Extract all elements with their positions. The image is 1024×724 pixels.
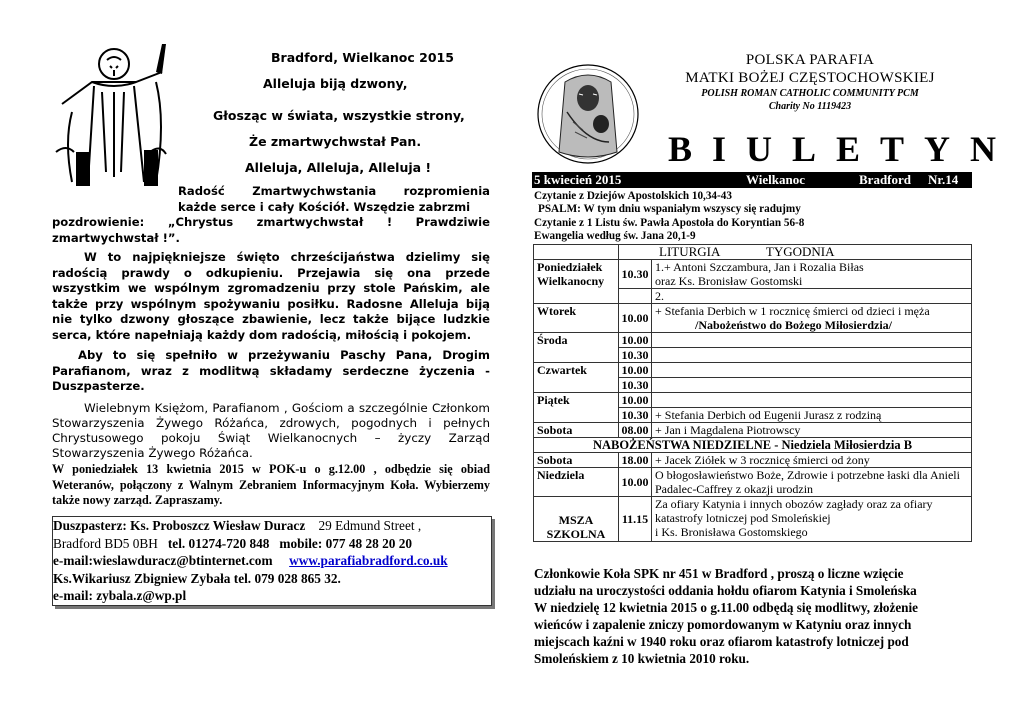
mass-time: 18.00	[619, 453, 652, 468]
mass-intention: + Jacek Ziółek w 3 rocznicę śmierci od żony	[652, 453, 972, 468]
mass-intention: 2.	[652, 289, 972, 304]
poem-line: Że zmartwychwstał Pan.	[249, 134, 422, 149]
day-thursday: Czwartek	[534, 363, 619, 393]
contact-box	[52, 516, 492, 606]
mass-intention: + Stefania Derbich od Eugenii Jurasz z rodziną	[652, 408, 972, 423]
katyn-notice-line: udziału na uroczystości oddania hołdu ofiarom Katynia i Smoleńska	[534, 583, 917, 598]
day-saturday-vigil: Sobota	[534, 453, 619, 468]
easter-paragraph-1a: Radość Zmartwychwstania rozpromienia	[178, 184, 490, 198]
mass-intention: O błogosławieństwo Boże, Zdrowie i potrzebne łaski dla Anieli Padalec-Caffrey z okazji urodzin	[652, 468, 972, 497]
mass-intention	[652, 304, 972, 333]
reading-gospel: Ewangelia według św. Jana 20,1-9	[534, 230, 696, 242]
mass-intention	[652, 497, 972, 542]
mobile-number: mobile: 077 48 28 20 20	[279, 535, 413, 551]
mass-time: 10.00	[619, 468, 652, 497]
table-row	[534, 438, 972, 453]
table-row	[534, 245, 972, 260]
mass-intention: + Jan i Magdalena Piotrowscy	[652, 423, 972, 438]
mass-intention	[652, 260, 972, 289]
black-madonna-icon	[535, 62, 641, 166]
issue-info-bar	[532, 172, 972, 188]
day-friday: Piątek	[534, 393, 619, 423]
day-tuesday: Wtorek	[534, 304, 619, 333]
veterans-lunch-notice: W poniedziałek 13 kwietnia 2015 w POK-u o g.12.00 , odbędzie się obiad Weteranów, połączony z Walnym Zebraniem Informacyjnym Koła. Wybierzemy także nowy zarząd. Zapraszamy.	[52, 462, 490, 507]
day-saturday: Sobota	[534, 423, 619, 438]
mass-time: 10.00	[619, 363, 652, 378]
parish-name-line-2: MATKI BOŻEJ CZĘSTOCHOWSKIEJ	[685, 70, 935, 86]
reading-second: Czytanie z 1 Listu św. Pawła Apostoła do Koryntian 56-8	[534, 217, 805, 229]
day-monday: Poniedziałek Wielkanocny	[534, 260, 619, 304]
mass-time: 10.30	[619, 260, 652, 289]
easter-paragraph-1b: każde serce i cały Kościół. Wszędzie zabrzmi	[178, 200, 471, 214]
table-row	[534, 393, 972, 408]
katyn-notice-line: miejscach kaźni w 1940 roku oraz ofiarom katastrofy lotniczej pod	[534, 634, 909, 649]
city-address: Bradford BD5 0BH	[53, 535, 158, 551]
mass-time: 11.15	[619, 497, 652, 542]
poem-line: Alleluja, Alleluja, Alleluja !	[245, 160, 432, 175]
table-row	[534, 497, 972, 542]
table-row	[534, 423, 972, 438]
poem-line: Alleluja biją dzwony,	[263, 76, 408, 91]
day-wednesday: Środa	[534, 333, 619, 363]
mass-time: 10.00	[619, 393, 652, 408]
issue-date: 5 kwiecień 2015	[534, 172, 622, 187]
table-row	[534, 260, 972, 289]
bulletin-title: BIULETYN	[668, 129, 1017, 169]
table-row	[534, 333, 972, 348]
vicar-email[interactable]: e-mail: zybala.z@wp.pl	[53, 588, 187, 603]
school-mass-label: MSZA SZKOLNA	[534, 497, 619, 542]
table-row	[534, 453, 972, 468]
risen-christ-illustration	[52, 42, 170, 190]
intention-line: oraz Ks. Bronisław Gostomski	[655, 274, 803, 288]
vicar-line: Ks.Wikariusz Zbigniew Zybała tel. 079 028 865 32.	[53, 570, 341, 586]
issue-place: Bradford	[859, 172, 911, 187]
website-link[interactable]: www.parafiabradford.co.uk	[289, 553, 448, 568]
issue-feast: Wielkanoc	[746, 172, 805, 187]
table-row	[534, 304, 972, 333]
rosary-wishes-paragraph: Wielebnym Księżom, Parafianom , Gościom a szczególnie Członkom Stowarzyszenia Żywego Różańca, zdrowych, pogodnych i pełnych Chrystusowego pokoju Świąt Wielkanocnych – życzy Zarząd Stowarzyszenia Żywego Różańca.	[52, 401, 490, 460]
contact-line-3	[53, 552, 491, 570]
parish-name-line-1: POLSKA PARAFIA	[745, 52, 875, 68]
easter-wishes-paragraph: Aby to się spełniło w przeżywaniu Paschy Pana, Drogim Parafianom, wraz z modlitwą składamy serdeczne życzenia - Duszpasterze.	[52, 348, 490, 393]
charity-number: Charity No 1119423	[768, 101, 852, 112]
table-row	[534, 363, 972, 378]
mass-time: 10.30	[619, 348, 652, 363]
intention-line: 1.+ Antoni Szczambura, Jan i Rozalia Biłas	[655, 260, 864, 274]
katyn-notice-line: wieńców i zapalenie zniczy pomordowanym w Katyniu oraz innych	[534, 617, 912, 632]
mass-time: 10.30	[619, 378, 652, 393]
mass-time: 10.00	[619, 304, 652, 333]
email-address[interactable]: e-mail:wieslawduracz@btinternet.com	[53, 553, 273, 568]
reading-first: Czytanie z Dziejów Apostolskich 10,34-43	[534, 190, 732, 202]
mass-time: 10.00	[619, 333, 652, 348]
poem-date-line: Bradford, Wielkanoc 2015	[271, 50, 454, 65]
intention-line: i Ks. Bronisława Gostomskiego	[655, 525, 808, 539]
liturgy-header-2: TYGODNIA	[765, 244, 835, 259]
easter-paragraph-2: W to najpiękniejsze święto chrześcijaństwa dzielimy się radością prawdy o odkupieniu. Przejawia się ona przede wszystkim we wspólnym zgromadzeniu przy stole Pańskim, ale także przy wspólnym spożywaniu posiłku. Radosne Alleluja biją nie tylko dzwony głoszące zbawienie, lecz także bijące ludzkie serca, które napełniają każdy dom radością, miłością i pokojem.	[52, 250, 490, 342]
street-address: 29 Edmund Street ,	[318, 518, 422, 533]
liturgy-header	[619, 245, 972, 260]
intention-line: Za ofiary Katynia i innych obozów zagłady oraz za ofiary katastrofy lotniczej pod Smoleńskiej	[655, 497, 933, 525]
poem-line: Głosząc w świata, wszystkie strony,	[213, 108, 465, 123]
katyn-notice-line: Członkowie Koła SPK nr 451 w Bradford , proszą o liczne wzięcie	[534, 566, 904, 581]
mass-time: 08.00	[619, 423, 652, 438]
contact-line-2	[53, 535, 491, 553]
table-row	[534, 468, 972, 497]
liturgy-header-1: LITURGIA	[659, 244, 721, 259]
parish-english-name: POLISH ROMAN CATHOLIC COMMUNITY PCM	[701, 88, 919, 99]
day-sunday: Niedziela	[534, 468, 619, 497]
sunday-services-header: NABOŻEŃSTWA NIEDZIELNE - Niedziela Miłosierdzia B	[534, 438, 972, 453]
phone-number: tel. 01274-720 848	[167, 535, 270, 551]
intention-line: + Stefania Derbich w 1 rocznicę śmierci od dzieci i męża	[655, 304, 930, 318]
contact-line-1	[53, 517, 491, 535]
easter-paragraph-1c: pozdrowienie: „Chrystus zmartwychwstał ! Prawdziwie zmartwychwstał !”.	[52, 215, 490, 245]
pastor-name: Duszpasterz: Ks. Proboszcz Wiesław Duracz	[53, 518, 306, 533]
katyn-notice-line: W niedzielę 12 kwietnia 2015 o g.11.00 odbędą się modlitwy, złożenie	[534, 600, 919, 615]
mass-time: 10.30	[619, 408, 652, 423]
intention-line: /Nabożeństwo do Bożego Miłosierdzia/	[695, 318, 892, 332]
liturgy-table	[533, 244, 972, 542]
reading-psalm: PSALM: W tym dniu wspaniałym wszyscy się radujmy	[538, 203, 801, 215]
katyn-notice-line: Smoleńskiem z 10 kwietnia 2010 roku.	[534, 651, 750, 666]
issue-number: Nr.14	[928, 172, 959, 187]
